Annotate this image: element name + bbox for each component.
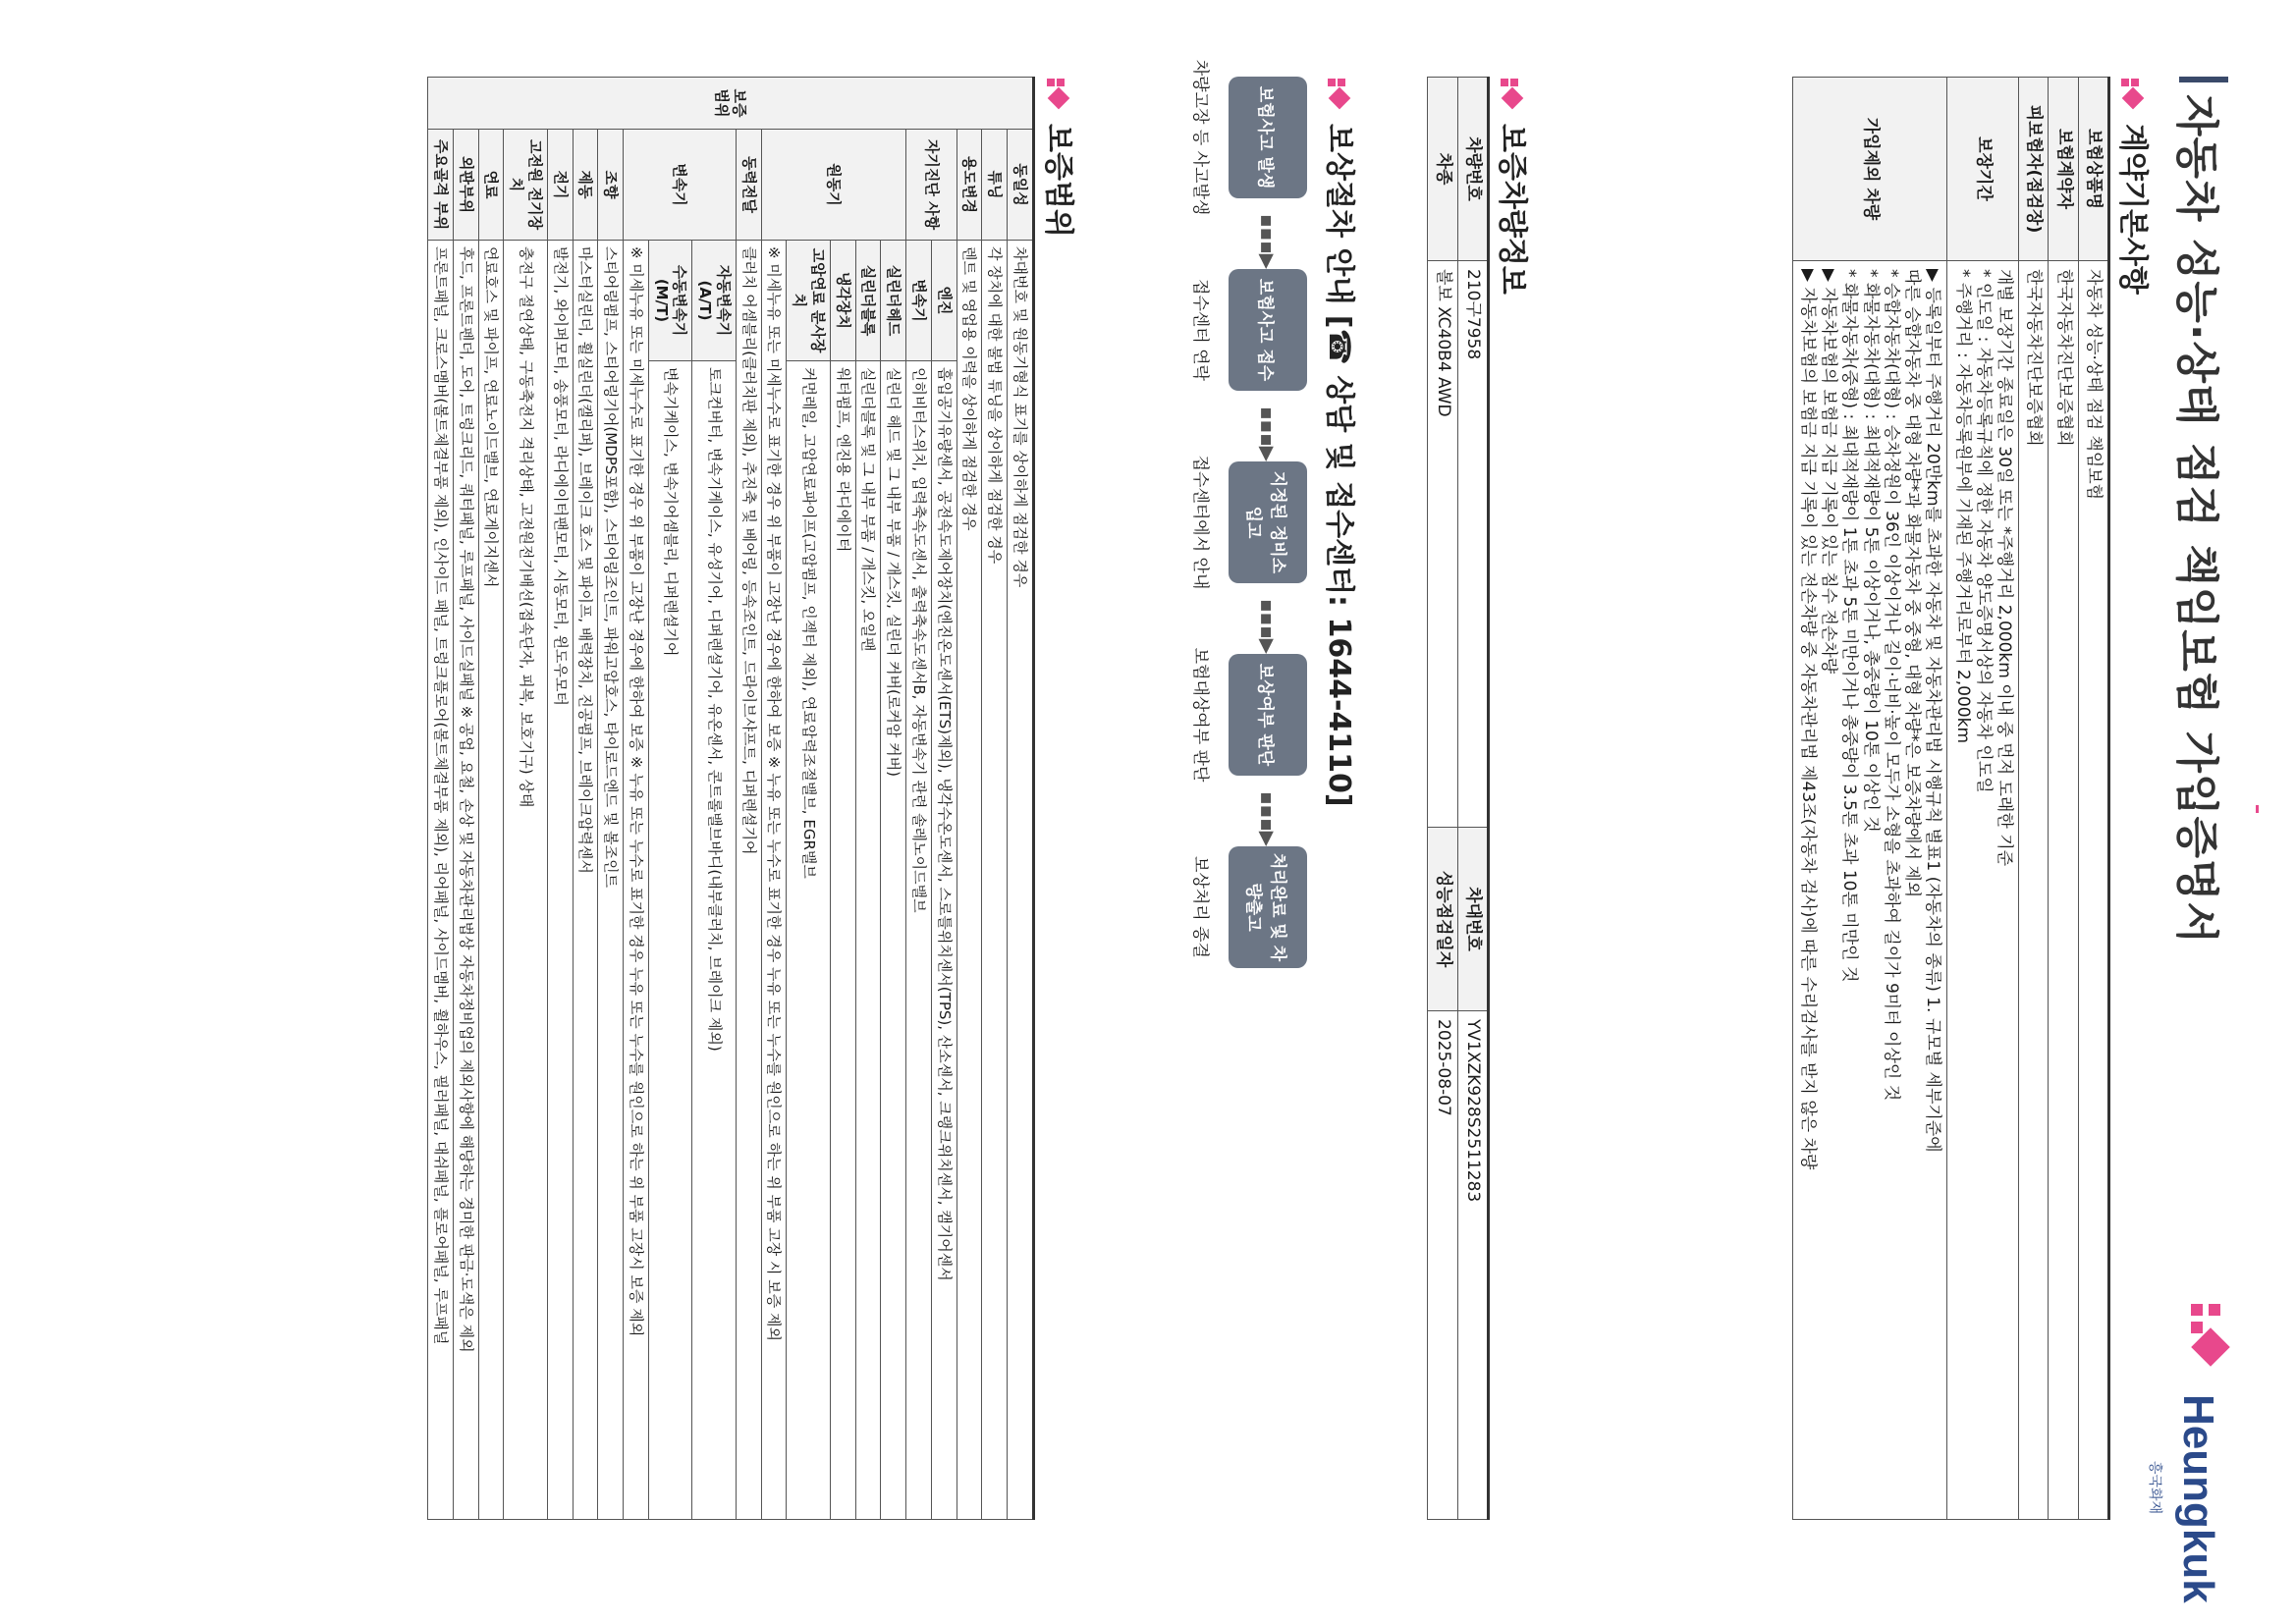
coverage-text: 렌트 및 영업용 이력을 상이하게 점검한 경우 (957, 241, 982, 1520)
coverage-category: 자기진단 사항 (906, 130, 957, 241)
row-value: 한국자동차진단보증협회 (2049, 261, 2078, 1520)
coverage-text: 프론트패널, 크로스멤버(볼트체결부품 제외), 인사이드 패널, 트렁크플로어(볼트체결부품 제외), 리어패널, 사이드멤버, 휠하우스, 필러패널, 대쉬패널, 플로어패널, 루프패널 (428, 241, 454, 1520)
coverage-text: 인히비터스위치, 입력축속도센서, 출력축속도센서B, 자동변속기 관련 솔레노이드밸브 (906, 361, 932, 1520)
section-bullet-icon (1046, 79, 1069, 118)
claim-step-desc: 차량고장 등 사고발생 (1190, 59, 1210, 216)
exclusion-label: 가입제외 차량 (1792, 78, 1947, 261)
claim-step-desc: 접수센터에서 안내 (1190, 455, 1210, 590)
row-value: 자동차 성능·상태 점검 책임보험 (2078, 261, 2108, 1520)
coverage-category: 용도변경 (957, 130, 982, 241)
coverage-subcategory: 실린더헤드 (881, 241, 906, 361)
arrow-right-icon: ▪▪▪▶ (1256, 599, 1280, 655)
section-bullet-icon (1327, 79, 1350, 118)
claim-step-desc: 접수센터 연락 (1190, 279, 1210, 381)
logo-brand-name: Heungkuk (2174, 1394, 2222, 1603)
vin-value: YV1XZK928S2511283 (1457, 1011, 1488, 1520)
coverage-text: 차대번호 및 원동기형식 표기를 상이하게 점검한 경우 (1008, 241, 1034, 1520)
exclusion-line: ▶ 자동차보험의 보험금 지급 기록이 있는 침수 전손차량 (1819, 269, 1839, 675)
coverage-text: 클러치 어셈블리(클러치판 제외), 추진축 및 베어링, 등속조인트, 드라이브샤프트, 디퍼렌셜기어 (737, 241, 762, 1520)
row-label: 보험상품명 (2078, 78, 2108, 261)
coverage-category: 외판부위 (454, 130, 479, 241)
coverage-text: 커먼레일, 고압연료파이프(고압펌프, 인젝터 제외), 연료압력조절밸브, EGR밸브 (787, 361, 831, 1520)
vin-label: 차대번호 (1457, 828, 1488, 1011)
claim-flow (1111, 59, 1307, 1520)
period-line: * 인도일 : 자동차등록규칙에 정한 자동차 양도증명서상의 자동차 인도일 (1974, 269, 1994, 793)
arrow-right-icon: ▪▪▪▶ (1256, 214, 1280, 270)
coverage-text: 충전구 절연상태, 구동축전지 격리상태, 고전원전기배선(접속단자, 피복, 보호기구) 상태 (504, 241, 548, 1520)
coverage-subcategory: 엔진 (932, 241, 957, 361)
row-label: 피보험자(점검장) (2019, 78, 2049, 261)
coverage-category: 튜닝 (982, 130, 1008, 241)
logo-brand-sub: 흥국화재 (2147, 1461, 2162, 1515)
coverage-text: 각 장치에 대한 불법 튜닝을 상이하게 점검한 경우 (982, 241, 1008, 1520)
exclusion-line: 따른 승합자동차 중 대형 차량*과 화물자동차 중 중형, 대형 차량*은 보증차량에서 제외 (1902, 269, 1923, 898)
coverage-text: 토크컨버터, 변속기케이스, 유성기어, 디퍼렌셜기어, 유온센서, 콘트롤밸브바디(내부클러치, 브레이크 제외) (692, 361, 737, 1520)
exclusion-line: * 화물자동차(중형) : 최대적재량이 1톤 초과 5톤 미만이거나 총중량이 3.5톤 초과 10톤 미만인 것 (1839, 269, 1860, 983)
coverage-section-heading (1040, 79, 1083, 238)
model-value: 볼보 XC40B4 AWD (1428, 261, 1457, 828)
vehicle-section-heading (1494, 79, 1537, 295)
vehicle-table (1428, 77, 1491, 1520)
coverage-note: ※ 미세누유 또는 미세누수로 표기한 경우 위 부품이 고장난 경우에 한하여 보증 ※ 누유 또는 누수로 표기한 경우 누유 또는 누수를 원인으로 하는 위 부품 고장 시 보증 제외 (761, 241, 787, 1520)
claim-step: 보험사고 접수 (1229, 269, 1307, 391)
certificate-page (117, 37, 2268, 1603)
coverage-category: 변속기 (624, 130, 737, 241)
coverage-category: 제동 (573, 130, 598, 241)
coverage-section-title: 보증범위 (1041, 124, 1075, 238)
claim-section-title: 보상절차 안내 [☎ 상담 및 접수센터: 1644-4110] (1322, 124, 1356, 807)
coverage-category: 주요골격 부위 (428, 130, 454, 241)
document-title: 자동차 성능·상태 점검 책임보험 가입증명서 (2171, 94, 2221, 946)
exclusion-line: ▶ 등록일부터 주행거리 20만km를 초과한 자동차 및 자동차관리법 시행규칙 별표1 (자동차의 종류) 1. 규모별 세부기준에 (1923, 269, 1943, 1153)
coverage-note: ※ 미세누유 또는 미세누수로 표기한 경우 위 부품이 고장난 경우에 한하여 보증 ※ 누유 또는 누수로 표기한 경우 누유 또는 누수를 원인으로 하는 위 부품 고장시 보증 제외 (624, 241, 649, 1520)
coverage-range-label: 보증범위 (428, 78, 1034, 130)
claim-step: 처리완료 및 차량출고 (1229, 846, 1307, 968)
coverage-subcategory: 냉각장치 (831, 241, 856, 361)
contract-section-title: 계약기본사항 (2115, 124, 2150, 295)
coverage-subcategory: 고압연료 분사장치 (787, 241, 831, 361)
coverage-subcategory: 수동변속기 (M/T) (649, 241, 693, 361)
claim-step: 지정된 정비소 입고 (1229, 461, 1307, 583)
arrow-right-icon: ▪▪▪▶ (1256, 406, 1280, 462)
coverage-text: 실린더 헤드 및 그 내부 부품 / 개스킷, 실린더 커버(로커암 커버) (881, 361, 906, 1520)
logo-mark-icon (2150, 1304, 2228, 1382)
claim-step: 보험사고 발생 (1229, 77, 1307, 198)
coverage-category: 원동기 (761, 130, 906, 241)
coverage-text: 워터펌프, 엔진용 라디에이터 (831, 361, 856, 1520)
coverage-table (427, 77, 1035, 1520)
section-bullet-icon (2120, 79, 2144, 118)
exclusion-line: * 화물자동차(대형) : 최대적재량이 5톤 이상이거나, 총중량이 10톤 이상인 것 (1860, 269, 1881, 833)
contract-table (1792, 77, 2110, 1520)
scan-mark (2256, 805, 2259, 813)
section-bullet-icon (1500, 79, 1523, 118)
title-accent-bar (2179, 77, 2228, 82)
coverage-category: 고전원 전기장치 (504, 130, 548, 241)
coverage-subcategory: 자동변속기 (A/T) (692, 241, 737, 361)
date-value: 2025-08-07 (1428, 1011, 1457, 1520)
coverage-text: 변속기케이스, 변속기어셈블리, 디퍼렌셜기어 (649, 361, 693, 1520)
arrow-right-icon: ▪▪▪▶ (1256, 791, 1280, 847)
coverage-text: 실린더블록 및 그 내부 부품 / 개스킷, 오일팬 (855, 361, 881, 1520)
claim-step: 보상여부 판단 (1229, 654, 1307, 776)
coverage-category: 전기 (548, 130, 574, 241)
claim-step-desc: 보상처리 종결 (1190, 856, 1210, 958)
exclusion-line: * 승합자동차(대형) : 승차정원이 36인 이상이거나 길이·너비·높이 모두가 소형을 초과하여 길이가 9미터 이상인 것 (1882, 269, 1901, 1102)
coverage-category: 연료 (478, 130, 504, 241)
period-label: 보장기간 (1947, 78, 2019, 261)
exclusion-text (1792, 261, 1947, 1520)
date-label: 성능점검일자 (1428, 828, 1457, 1011)
coverage-subcategory: 실린더블록 (855, 241, 881, 361)
row-label: 보험계약자 (2049, 78, 2078, 261)
contract-section-heading (2114, 79, 2158, 295)
coverage-category: 동력전달 (737, 130, 762, 241)
row-value: 한국자동차진단보증협회 (2019, 261, 2049, 1520)
coverage-text: 마스터실린더, 휠실린더(캘리퍼), 브레이크 호스 및 파이프, 배력장치, 진공펌프, 브레이크압력센서 (573, 241, 598, 1520)
exclusion-line: ▶ 자동차보험의 보험금 지급 기록이 있는 전손차량 중 자동차관리법 제43조(자동차 검사)에 따른 수리검사를 받지 않은 차량 (1798, 269, 1818, 1170)
model-label: 차종 (1428, 78, 1457, 261)
coverage-text: 후드, 프론트펜더, 도어, 트렁크리드, 쿼터패널, 루프패널, 사이드실패널 ※ 공업, 요철, 손상 및 자동차관리법상 자동차정비업의 제외사항에 해당하는 경미한 판금·도색은 제외 (454, 241, 479, 1520)
coverage-subcategory: 변속기 (906, 241, 932, 361)
coverage-text: 발전기, 와이퍼모터, 송풍모터, 라디에이터팬모터, 시동모터, 윈도우모터 (548, 241, 574, 1520)
period-line: 개별 보장기간 종료일은 30일 또는 *주행거리 2,000km 이내 중 먼저 도래한 기준 (1995, 269, 2015, 867)
period-text (1947, 261, 2019, 1520)
period-line: * 주행거리 : 자동차등록원부에 기재된 주행거리로부터 2,000km (1952, 269, 1973, 744)
coverage-text: 연료호스 및 파이프, 연료노이드밸브, 연료게이지센서 (478, 241, 504, 1520)
plate-value: 210구7958 (1457, 261, 1488, 828)
coverage-category: 조향 (598, 130, 624, 241)
coverage-text: 스티어링펌프, 스티어링기어(MDPS포함), 스티어링조인트, 파워고압호스, 타이로드엔드 및 볼조인트 (598, 241, 624, 1520)
plate-label: 차량번호 (1457, 78, 1488, 261)
company-logo (2101, 1304, 2238, 1603)
coverage-category: 동일성 (1008, 130, 1034, 241)
claim-step-desc: 보험대상여부 판단 (1190, 647, 1210, 783)
coverage-text: 흡입공기유량센서, 공전속도제어장치(엔진온도센서(ETS)제외), 냉각수온도센서, 스로틀위치센서(TPS), 산소센서, 크랭크위치센서, 캠기어센서 (932, 361, 957, 1520)
vehicle-section-title: 보증차량정보 (1495, 124, 1529, 295)
claim-section-heading (1321, 79, 1364, 807)
